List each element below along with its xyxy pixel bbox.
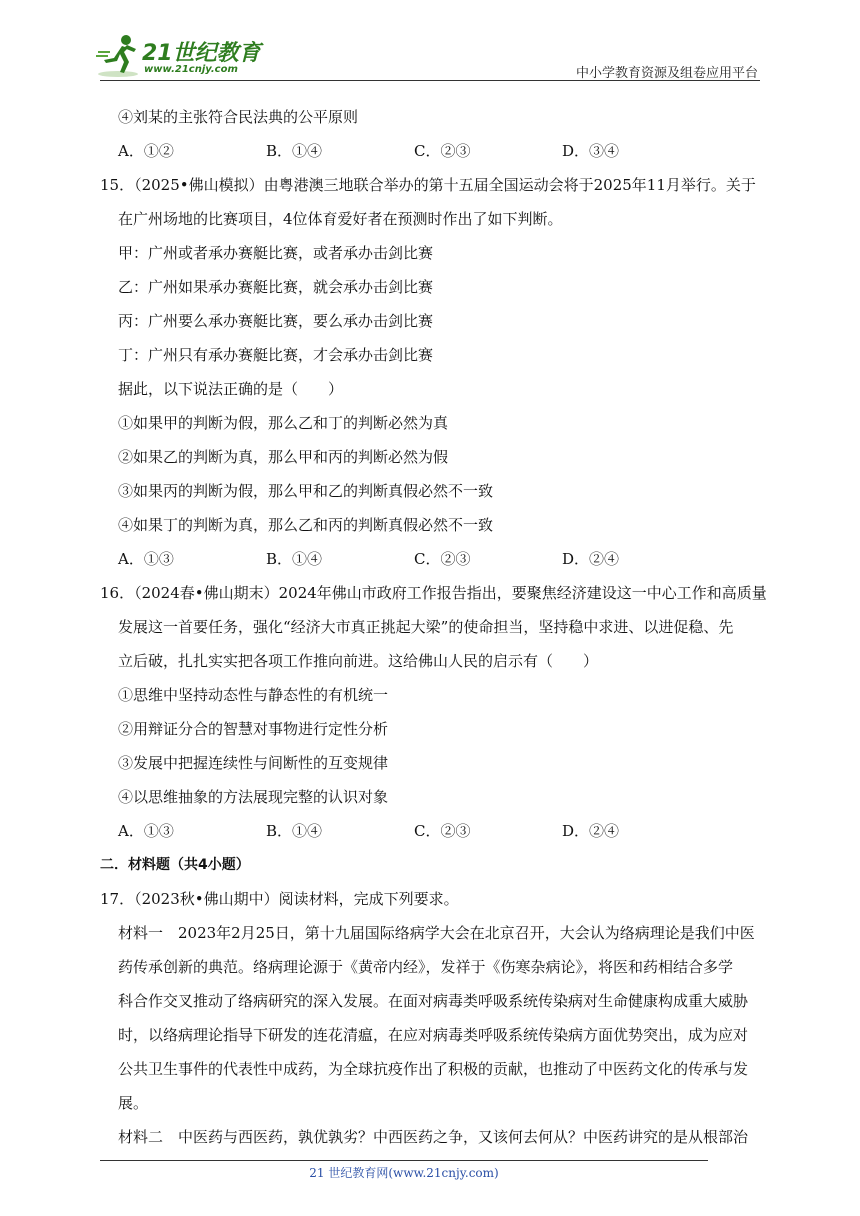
q17-material1-line5: 公共卫生事件的代表性中成药，为全球抗疫作出了积极的贡献，也推动了中医药文化的传承与发 [118, 1060, 749, 1078]
q16-stem-line2: 发展这一首要任务，强化“经济大市真正挑起大梁”的使命担当，坚持稳中求进、以进促稳、先 [118, 618, 734, 636]
q15-stem-line2: 在广州场地的比赛项目，4位体育爱好者在预测时作出了如下判断。 [118, 210, 563, 228]
q15-options [100, 542, 765, 576]
q16-option-d: D．②④ [562, 822, 620, 840]
q14-options [100, 134, 765, 168]
q15-stem-line1: 15．（2025•佛山模拟）由粤港澳三地联合举办的第十五届全国运动会将于2025年11月举行。关于 [100, 176, 756, 194]
q17-material1-line2: 药传承创新的典范。络病理论源于《黄帝内经》，发祥于《伤寒杂病论》，将医和药相结合多学 [118, 958, 734, 976]
page-header [96, 30, 766, 82]
q14-option-d: D．③④ [562, 142, 620, 160]
q16-statement-4: ④以思维抽象的方法展现完整的认识对象 [118, 788, 389, 806]
q14-option-b: B．①④ [266, 142, 323, 160]
q15-judgement-jia: 甲：广州或者承办赛艇比赛，或者承办击剑比赛 [118, 244, 434, 262]
page-footer[interactable]: 21 世纪教育网(www.21cnjy.com) [309, 1166, 499, 1180]
section-heading: 二．材料题（共4小题） [100, 857, 250, 873]
q16-statement-1: ①思维中坚持动态性与静态性的有机统一 [118, 686, 389, 704]
q15-statement-2: ②如果乙的判断为真，那么甲和丙的判断必然为假 [118, 448, 449, 466]
logo-text: 21世纪教育 [142, 41, 261, 66]
header-divider [100, 80, 760, 81]
platform-name: 中小学教育资源及组卷应用平台 [575, 66, 758, 81]
runner-icon [96, 32, 144, 80]
q15-statement-3: ③如果丙的判断为假，那么甲和乙的判断真假必然不一致 [118, 482, 494, 500]
q15-judgement-bing: 丙：广州要么承办赛艇比赛，要么承办击剑比赛 [118, 312, 434, 330]
q17-stem: 17．（2023秋•佛山期中）阅读材料，完成下列要求。 [100, 890, 459, 908]
site-logo [96, 30, 296, 80]
q16-statement-3: ③发展中把握连续性与间断性的互变规律 [118, 754, 389, 772]
q16-stem-line3: 立后破，扎扎实实把各项工作推向前进。这给佛山人民的启示有（ ） [118, 652, 599, 670]
q17-material2-line1: 材料二 中医药与西医药，孰优孰劣？中西医药之争，又该何去何从？中医药讲究的是从根部治 [118, 1128, 749, 1146]
footer-divider [100, 1160, 708, 1161]
q15-option-d: D．②④ [562, 550, 620, 568]
q16-option-c: C．②③ [414, 822, 471, 840]
q17-material1-line6: 展。 [118, 1094, 149, 1112]
q17-material1-line1: 材料一 2023年2月25日，第十九届国际络病学大会在北京召开，大会认为络病理论是我们中医 [118, 924, 755, 942]
q15-option-b: B．①④ [266, 550, 323, 568]
q16-statement-2: ②用辩证分合的智慧对事物进行定性分析 [118, 720, 389, 738]
q15-option-c: C．②③ [414, 550, 471, 568]
document-body [100, 100, 765, 1154]
q17-material1-line4: 时，以络病理论指导下研发的连花清瘟，在应对病毒类呼吸系统传染病方面优势突出，成为应对 [118, 1026, 749, 1044]
q16-options [100, 814, 765, 848]
q16-stem-line1: 16．（2024春•佛山期末）2024年佛山市政府工作报告指出，要聚焦经济建设这一中心工作和高质量 [100, 584, 767, 602]
q16-option-a: A．①③ [118, 822, 174, 840]
q17-material1-line3: 科合作交叉推动了络病研究的深入发展。在面对病毒类呼吸系统传染病对生命健康构成重大威胁 [118, 992, 749, 1010]
q15-question: 据此，以下说法正确的是（ ） [118, 380, 344, 398]
logo-url: www.21cnjy.com [144, 64, 238, 75]
q14-option-a: A．①② [118, 142, 174, 160]
q15-option-a: A．①③ [118, 550, 174, 568]
q15-judgement-ding: 丁：广州只有承办赛艇比赛，才会承办击剑比赛 [118, 346, 434, 364]
q16-option-b: B．①④ [266, 822, 323, 840]
q14-statement-4: ④刘某的主张符合民法典的公平原则 [118, 108, 359, 126]
q15-statement-1: ①如果甲的判断为假，那么乙和丁的判断必然为真 [118, 414, 449, 432]
q15-statement-4: ④如果丁的判断为真，那么乙和丙的判断真假必然不一致 [118, 516, 494, 534]
q14-option-c: C．②③ [414, 142, 471, 160]
q15-judgement-yi: 乙：广州如果承办赛艇比赛，就会承办击剑比赛 [118, 278, 434, 296]
